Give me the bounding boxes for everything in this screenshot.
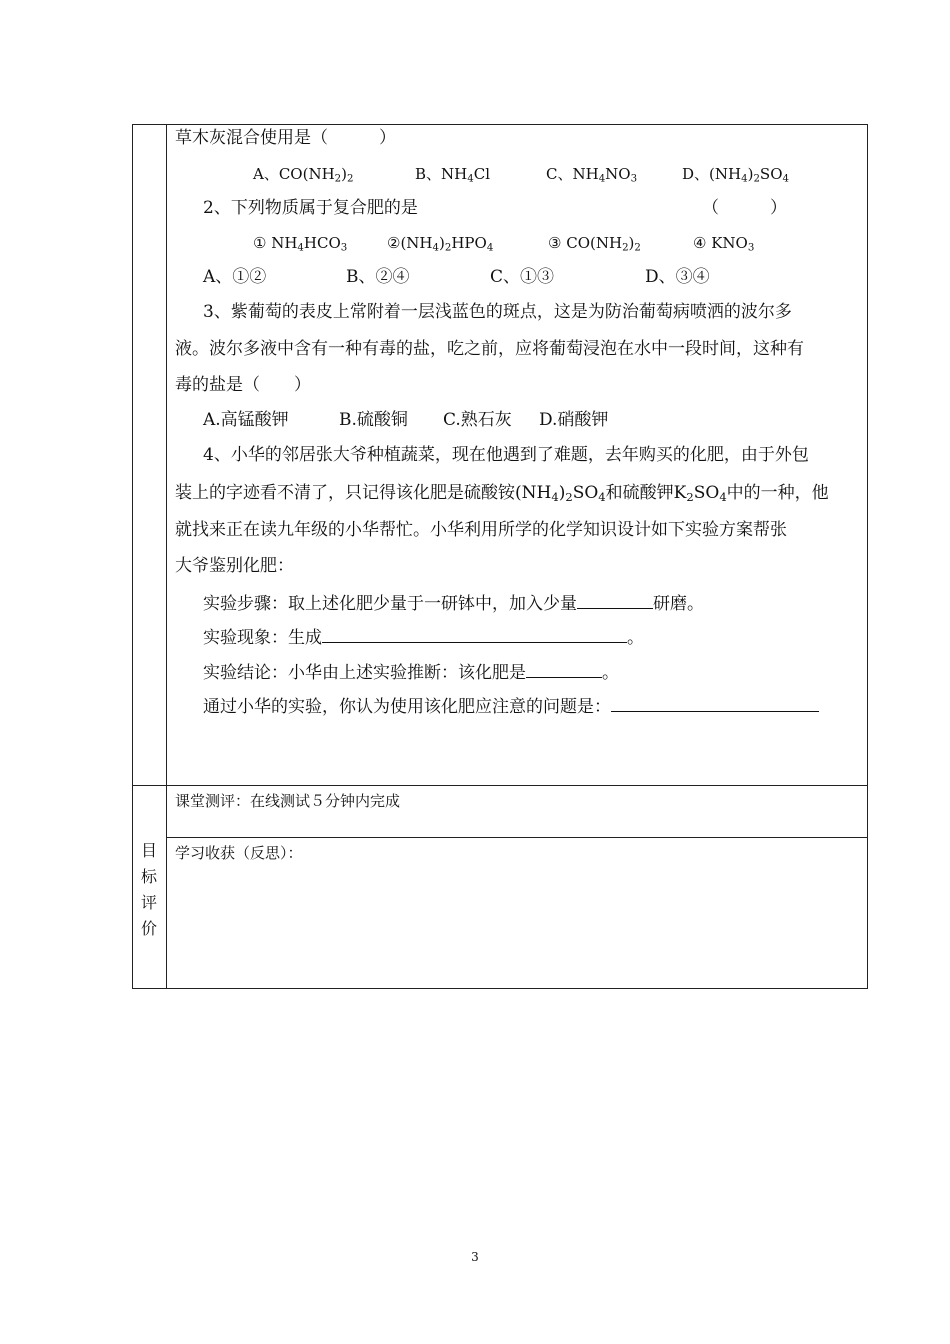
- side-label-char-2: 标: [140, 867, 157, 886]
- q4-line-1: 4、小华的邻居张大爷种植蔬菜，现在他遇到了难题，去年购买的化肥，由于外包: [203, 445, 809, 465]
- row-divider: [132, 785, 868, 786]
- q3-option-c: C.熟石灰: [443, 410, 512, 430]
- q4-experiment-conclusion: 实验结论：小华由上述实验推断：该化肥是 。: [203, 663, 619, 683]
- side-label-char-4: 价: [140, 919, 157, 938]
- table-border-top: [132, 124, 868, 125]
- q2-item-1: ① $NH_4HCO_3$: [253, 234, 348, 254]
- side-label-char-1: 目: [140, 841, 157, 860]
- q2-answer-paren: （ ）: [702, 198, 787, 218]
- note-answer-blank[interactable]: [611, 695, 819, 712]
- q2-item-4: ④ $KNO_3$: [693, 234, 755, 254]
- column-divider: [166, 124, 167, 989]
- eval-inner-divider: [166, 837, 868, 838]
- q4-line-4: 大爷鉴别化肥：: [175, 556, 294, 576]
- q1-option-a: A、$CO(NH_2)_2$: [253, 165, 354, 185]
- q1-option-c: C、$NH_4NO_3$: [546, 165, 638, 185]
- q4-experiment-phenomenon: 实验现象：生成 。: [203, 628, 644, 648]
- q4-line-2: 装上的字迹看不清了，只记得该化肥是硫酸铵$(NH_4)_2SO_4$和硫酸钾$K_2SO_4$中的一种，他: [175, 483, 829, 504]
- q2-choice-d: D、③④: [645, 267, 710, 287]
- q3-line-2: 液。波尔多液中含有一种有毒的盐，吃之前，应将葡萄浸泡在水中一段时间，这种有: [175, 339, 804, 359]
- q1-options: [253, 164, 354, 184]
- table-border-right: [867, 124, 868, 989]
- evaluation-side-label: [133, 838, 165, 942]
- table-border-bottom: [132, 988, 868, 989]
- page-number: 3: [471, 1250, 479, 1264]
- q4-experiment-step: 实验步骤：取上述化肥少量于一研钵中，加入少量 研磨。: [203, 594, 704, 614]
- q2-stem: 2、下列物质属于复合肥的是: [203, 198, 418, 218]
- q1-stem-tail: 草木灰混合使用是（ ）: [175, 128, 396, 148]
- learning-reflection: 学习收获（反思）：: [175, 844, 303, 862]
- classroom-assessment: 课堂测评：在线测试５分钟内完成: [175, 792, 401, 810]
- q3-option-a: A.高锰酸钾: [203, 410, 289, 430]
- q2-choice-a: A、①②: [203, 267, 267, 287]
- q1-option-b: B、$NH_4Cl$: [415, 165, 490, 185]
- q4-usage-note: 通过小华的实验，你认为使用该化肥应注意的问题是：: [203, 695, 819, 717]
- q2-choice-b: B、②④: [346, 267, 410, 287]
- phenomenon-answer-blank[interactable]: [322, 626, 627, 643]
- q3-option-d: D.硝酸钾: [539, 410, 609, 430]
- q4-line-3: 就找来正在读九年级的小华帮忙。小华利用所学的化学知识设计如下实验方案帮张: [175, 520, 787, 540]
- conclusion-answer-blank[interactable]: [526, 661, 602, 678]
- side-label-char-3: 评: [140, 893, 157, 912]
- q1-option-d: D、$(NH_4)_2SO_4$: [682, 165, 789, 185]
- q3-line-3: 毒的盐是（ ）: [175, 375, 311, 395]
- q3-line-1: 3、紫葡萄的表皮上常附着一层浅蓝色的斑点，这是为防治葡萄病喷洒的波尔多: [203, 302, 792, 322]
- q2-choice-c: C、①③: [490, 267, 555, 287]
- q2-item-2: $②(NH_4)_2HPO_4$: [387, 234, 494, 254]
- q3-option-b: B.硫酸铜: [339, 410, 408, 430]
- q2-item-3: ③ $CO(NH_2)_2$: [548, 234, 641, 254]
- step-answer-blank[interactable]: [577, 592, 653, 609]
